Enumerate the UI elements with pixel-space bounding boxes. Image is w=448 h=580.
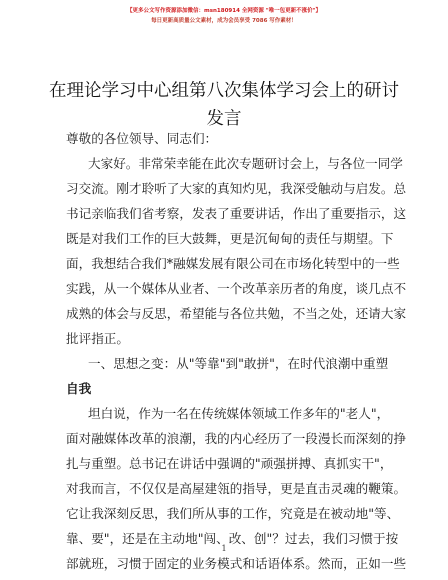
body-line: 批评指正。: [66, 331, 129, 346]
body-line: 坦白说，作为一名在传统媒体领域工作多年的"老人"，: [88, 406, 390, 421]
salutation: 尊敬的各位领导、同志们：: [66, 131, 218, 146]
body-line: 成熟的体会与反思，希望能与各位共勉，不当之处，还请大家: [66, 306, 407, 321]
title-line-1: 在理论学习中心组第八次集体学习会上的研讨: [49, 81, 399, 101]
body-line: 靠、要"，还是在主动地"闯、改、创"？过去，我们习惯于按: [66, 531, 399, 546]
title-line-2: 发言: [206, 109, 242, 129]
body-line: 实践，从一个媒体从业者、一个改革亲历者的角度，谈几点不: [66, 281, 407, 296]
page-number: 1: [221, 544, 227, 553]
body-line: 部就班，习惯于固定的业务模式和话语体系。然而，正如一些: [66, 556, 407, 571]
body-line: 习交流。刚才聆听了大家的真知灼见，我深受触动与启发。总: [66, 181, 407, 196]
promo-banner-line-1: 【更多公文写作资源添加微信：msn180914 全网资源 "唯一包更新不涨价"】: [127, 8, 321, 14]
body-line: 面，我想结合我们*融媒发展有限公司在市场化转型中的一些: [66, 256, 400, 271]
section-heading-line: 自我: [66, 381, 92, 396]
document-title: [40, 77, 408, 133]
body-line: 面对融媒体改革的浪潮，我的内心经历了一段漫长而深刻的挣: [66, 431, 407, 446]
body-line: 既是对我们工作的巨大鼓舞，更是沉甸甸的责任与期望。下: [66, 231, 394, 246]
section-heading-line: 一、思想之变：从"等靠"到"敢拼"，在时代浪潮中重塑: [88, 356, 389, 371]
promo-banner-line-2: 每日更新高质量公文素材，成为会员享受 7086 写作素材！: [151, 18, 297, 24]
body-line: 书记亲临我们省考察，发表了重要讲话，作出了重要指示，这: [66, 206, 407, 221]
body-line: 扎与重塑。总书记在讲话中强调的"顽强拼搏、真抓实干"，: [66, 456, 393, 471]
body-line: 大家好。非常荣幸能在此次专题研讨会上，与各位一同学: [88, 156, 403, 171]
body-line: 它让我深刻反思，我们所从事的工作，究竟是在被动地"等、: [66, 506, 400, 521]
body-line: 对我而言，不仅仅是高屋建瓴的指导，更是直击灵魂的鞭策。: [66, 481, 407, 496]
